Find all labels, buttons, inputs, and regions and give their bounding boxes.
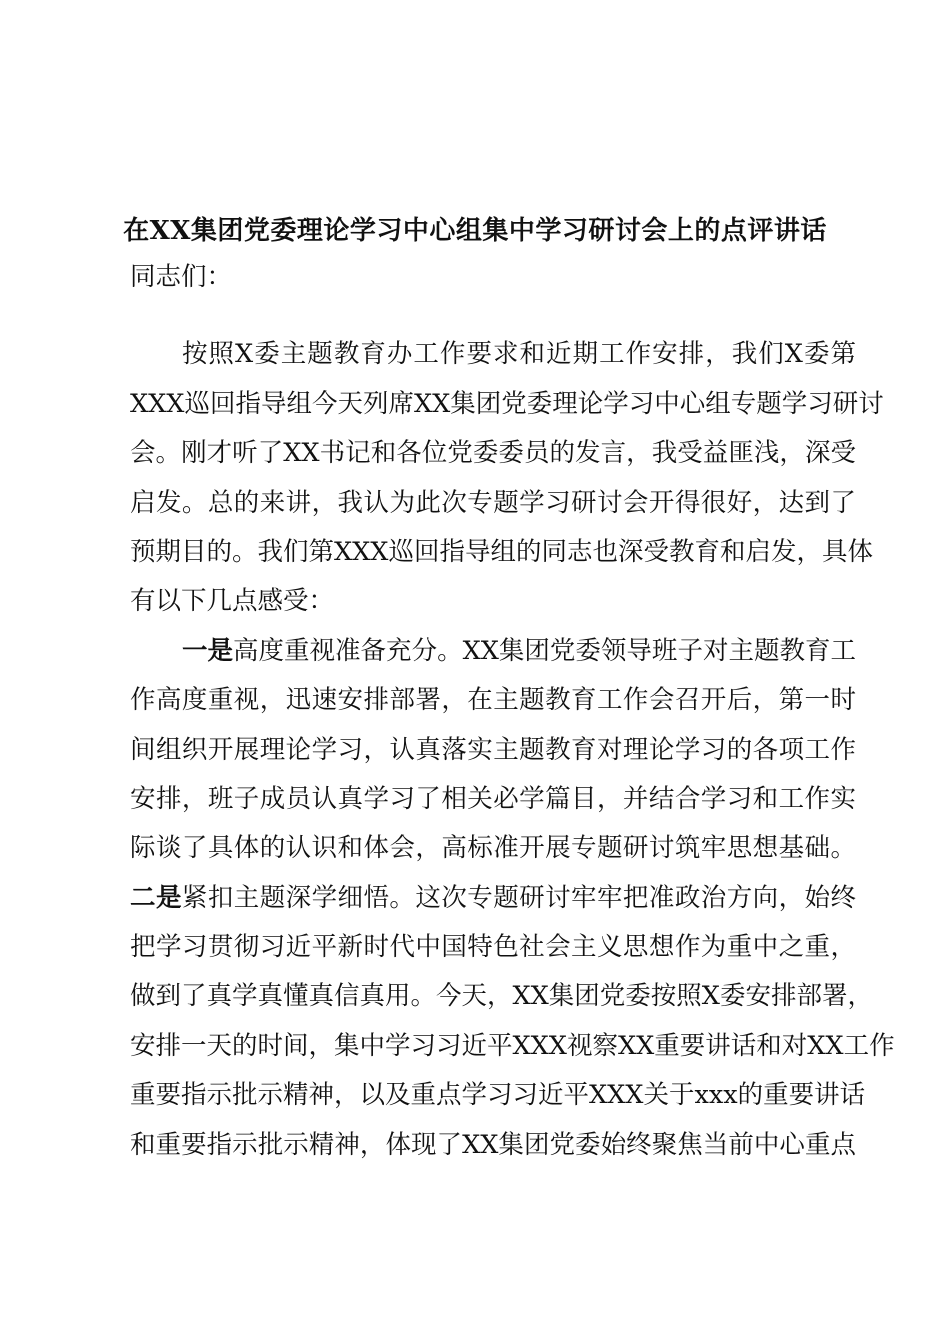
text-line: 把学习贯彻习近平新时代中国特色社会主义思想作为重中之重， xyxy=(130,932,856,963)
text-line: 做到了真学真懂真信真用。今天，XX集团党委按照X委安排部署， xyxy=(130,981,873,1012)
paragraph-point-two xyxy=(130,874,895,1170)
point-text: 高度重视准备充分。XX集团党委领导班子对主题教育工 xyxy=(233,635,856,666)
text-line xyxy=(130,874,856,923)
spacer xyxy=(130,302,856,330)
text-line: 间组织开展理论学习，认真落实主题教育对理论学习的各项工作 xyxy=(130,734,856,765)
text-line: 重要指示批示精神，以及重点学习习近平XXX关于xxx的重要讲话 xyxy=(130,1080,866,1111)
document-title: 在XX集团党委理论学习中心组集中学习研讨会上的点评讲话 xyxy=(123,216,827,246)
text-line: 预期目的。我们第XXX巡回指导组的同志也深受教育和启发，具体 xyxy=(130,536,873,567)
text-line: 际谈了具体的认识和体会，高标准开展专题研讨筑牢思想基础。 xyxy=(130,833,856,864)
point-text: 紧扣主题深学细悟。这次专题研讨牢牢把准政治方向，始终 xyxy=(181,882,856,913)
text-line: 会。刚才听了XX书记和各位党委委员的发言，我受益匪浅，深受 xyxy=(130,438,856,469)
text-line: XXX巡回指导组今天列席XX集团党委理论学习中心组专题学习研讨 xyxy=(130,388,884,419)
text-line: 有以下几点感受： xyxy=(130,586,335,617)
point-lead: 一是 xyxy=(182,635,234,666)
document-body xyxy=(130,253,895,1170)
text-line: 和重要指示批示精神，体现了XX集团党委始终聚焦当前中心重点 xyxy=(130,1129,856,1160)
text-line xyxy=(130,627,856,676)
text-line: 按照X委主题教育办工作要求和近期工作安排，我们X委第 xyxy=(182,339,856,370)
salutation: 同志们： xyxy=(130,262,233,292)
text-line: 作高度重视，迅速安排部署，在主题教育工作会召开后，第一时 xyxy=(130,685,856,716)
text-line: 安排一天的时间，集中学习习近平XXX视察XX重要讲话和对XX工作 xyxy=(130,1030,895,1061)
text-line: 启发。总的来讲，我认为此次专题学习研讨会开得很好，达到了 xyxy=(130,487,856,518)
text-line: 安排，班子成员认真学习了相关必学篇目，并结合学习和工作实 xyxy=(130,783,856,814)
paragraph-point-one xyxy=(130,627,856,874)
paragraph-intro xyxy=(130,330,884,626)
point-lead: 二是 xyxy=(130,882,182,913)
